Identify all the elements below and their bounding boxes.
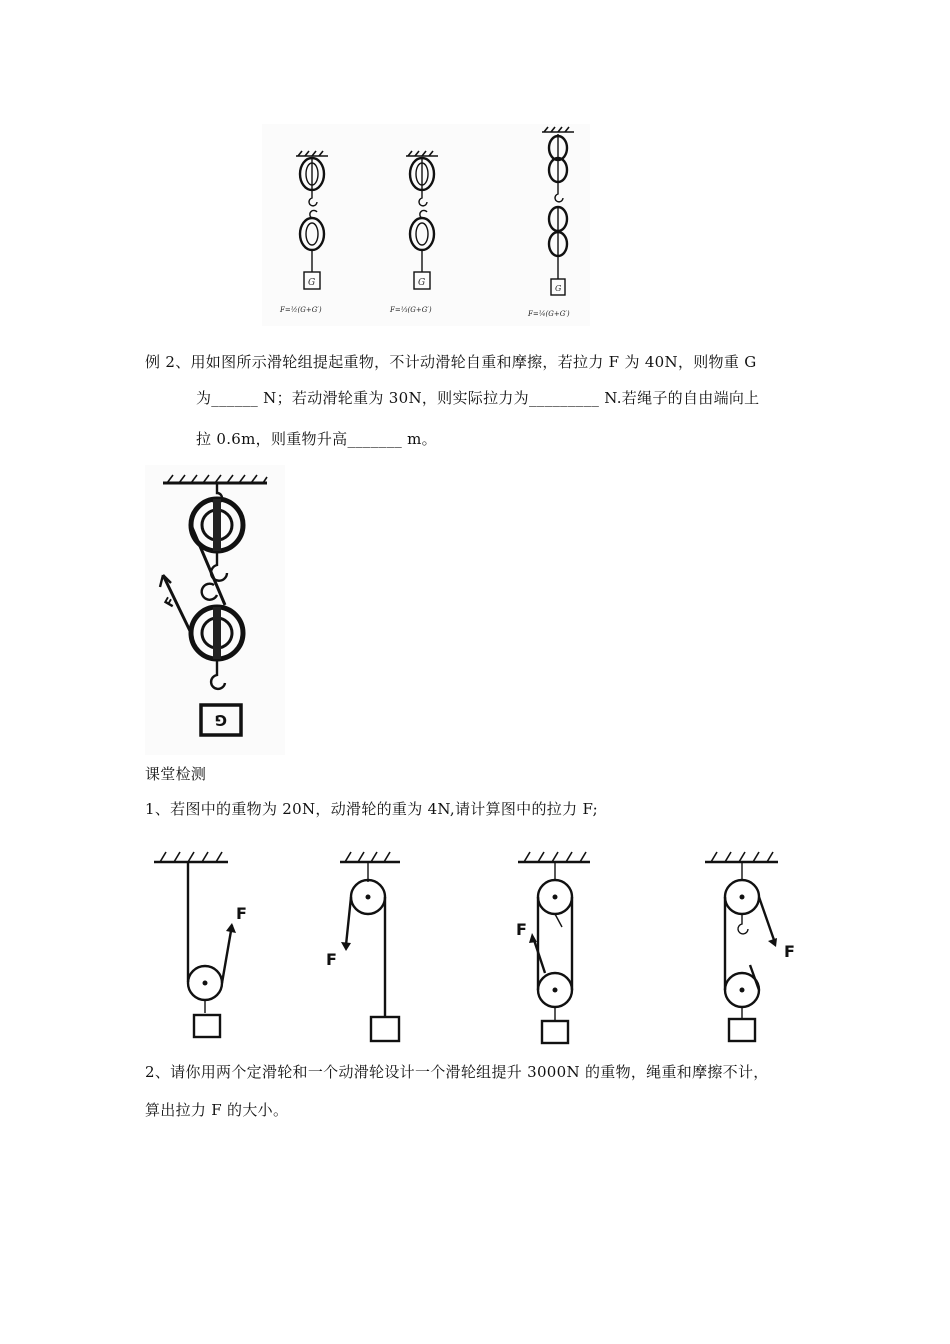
question2-line2: 算出拉力 F 的大小。 xyxy=(145,1101,289,1119)
question2-line1: 2、请你用两个定滑轮和一个动滑轮设计一个滑轮组提升 3000N 的重物，绳重和摩擦不计， xyxy=(145,1063,769,1081)
svg-text:G: G xyxy=(308,278,316,288)
example2-line2: 为______ N；若动滑轮重为 30N，则实际拉力为_________ N.若绳子的自由端向上 xyxy=(196,389,760,407)
q1-setup-4 xyxy=(705,852,795,1041)
q1-setup-1 xyxy=(154,852,247,1037)
figure-example2-pulley xyxy=(145,465,285,755)
svg-text:F=¼(G+G′): F=¼(G+G′) xyxy=(528,310,570,318)
example2-pulley-drawing xyxy=(145,465,285,755)
svg-text:G: G xyxy=(418,278,426,288)
q1-pulley-drawing xyxy=(150,845,815,1050)
figure-q1-pulleys xyxy=(150,845,815,1050)
pulley-system-2 xyxy=(389,151,438,314)
q1-setup-2 xyxy=(326,852,400,1041)
example2-line1: 例 2、用如图所示滑轮组提起重物，不计动滑轮自重和摩擦，若拉力 F 为 40N，则物重 G xyxy=(145,353,757,371)
pulley-system-3 xyxy=(527,127,574,318)
svg-text:F: F xyxy=(516,920,527,939)
svg-text:F: F xyxy=(784,942,795,961)
svg-text:F=⅓(G+G′): F=⅓(G+G′) xyxy=(390,306,432,314)
svg-text:G: G xyxy=(555,284,562,293)
q1-setup-3 xyxy=(516,852,590,1043)
svg-text:G: G xyxy=(214,711,227,729)
section-title: 课堂检测 xyxy=(145,765,207,783)
svg-text:F=½(G+G′): F=½(G+G′) xyxy=(280,306,322,314)
question1-text: 1、若图中的重物为 20N，动滑轮的重为 4N,请计算图中的拉力 F; xyxy=(145,800,598,818)
svg-text:F: F xyxy=(161,594,180,611)
svg-text:F: F xyxy=(236,904,247,923)
svg-text:F: F xyxy=(326,950,337,969)
figure-pulley-formulas xyxy=(262,124,590,326)
example2-line3: 拉 0.6m，则重物升高_______ m。 xyxy=(196,430,437,448)
pulley-formula-drawing xyxy=(262,124,590,326)
pulley-system-1 xyxy=(279,151,328,314)
